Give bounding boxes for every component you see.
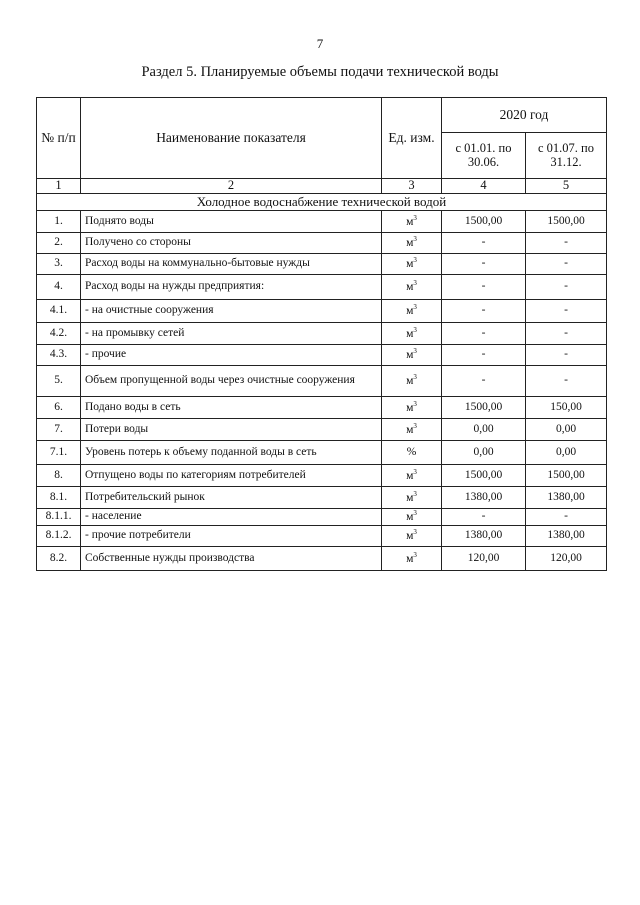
- table-row: [37, 232, 607, 253]
- row-value-period-1: 1500,00: [442, 464, 526, 486]
- row-value-period-1: 0,00: [442, 418, 526, 440]
- unit-base: м: [406, 304, 414, 317]
- unit-base: м: [406, 280, 414, 293]
- table-body: [37, 210, 607, 570]
- unit-superscript: 3: [413, 421, 417, 430]
- row-value-period-1: 1500,00: [442, 210, 526, 232]
- unit-base: м: [406, 348, 414, 361]
- row-value-period-1: -: [442, 274, 526, 299]
- row-name: Объем пропущенной воды через очистные сооружения: [81, 365, 382, 396]
- row-value-period-1: 1380,00: [442, 525, 526, 546]
- row-value-period-1: -: [442, 299, 526, 322]
- row-name: Расход воды на коммунально-бытовые нужды: [81, 253, 382, 274]
- row-unit: [382, 508, 442, 525]
- row-unit: [382, 486, 442, 508]
- row-number: 8.: [37, 464, 81, 486]
- row-name: Подано воды в сеть: [81, 396, 382, 418]
- section-title: Раздел 5. Планируемые объемы подачи технической воды: [141, 64, 499, 80]
- row-number: 8.1.: [37, 486, 81, 508]
- unit-superscript: 3: [413, 279, 417, 288]
- row-number: 4.2.: [37, 322, 81, 344]
- row-unit: [382, 525, 442, 546]
- row-name: Поднято воды: [81, 210, 382, 232]
- row-unit: [382, 546, 442, 570]
- row-number: 8.2.: [37, 546, 81, 570]
- unit-base: %: [406, 445, 417, 458]
- row-name: Уровень потерь к объему поданной воды в сеть: [81, 440, 382, 464]
- row-value-period-2: 150,00: [526, 396, 607, 418]
- unit-superscript: 3: [413, 399, 417, 408]
- row-value-period-2: -: [526, 253, 607, 274]
- row-unit: [382, 344, 442, 365]
- row-name: Потребительский рынок: [81, 486, 382, 508]
- unit-base: м: [406, 401, 414, 414]
- unit-base: м: [406, 236, 414, 249]
- row-value-period-1: 120,00: [442, 546, 526, 570]
- row-value-period-2: 1380,00: [526, 525, 607, 546]
- row-number: 5.: [37, 365, 81, 396]
- unit-superscript: 3: [413, 325, 417, 334]
- row-number: 1.: [37, 210, 81, 232]
- table-row: [37, 322, 607, 344]
- row-value-period-1: -: [442, 232, 526, 253]
- section-heading: Холодное водоснабжение технической водой: [37, 193, 607, 210]
- row-unit: [382, 440, 442, 464]
- unit-base: м: [406, 327, 414, 340]
- unit-superscript: 3: [413, 303, 417, 312]
- unit-superscript: 3: [413, 528, 417, 537]
- row-value-period-1: -: [442, 322, 526, 344]
- unit-superscript: 3: [413, 550, 417, 559]
- table-row: [37, 486, 607, 508]
- row-number: 7.1.: [37, 440, 81, 464]
- unit-superscript: 3: [413, 347, 417, 356]
- unit-base: м: [406, 215, 414, 228]
- table-row: [37, 274, 607, 299]
- row-value-period-1: -: [442, 508, 526, 525]
- table-row: [37, 253, 607, 274]
- header-unit: Ед. изм.: [382, 98, 442, 179]
- table-row: [37, 418, 607, 440]
- column-number: 1: [37, 179, 81, 194]
- row-name: Расход воды на нужды предприятия:: [81, 274, 382, 299]
- row-value-period-2: -: [526, 365, 607, 396]
- unit-base: м: [406, 529, 414, 542]
- header-period-2: с 01.07. по 31.12.: [526, 133, 607, 179]
- unit-base: м: [406, 374, 414, 387]
- row-value-period-2: -: [526, 274, 607, 299]
- row-value-period-1: 0,00: [442, 440, 526, 464]
- row-name: - на промывку сетей: [81, 322, 382, 344]
- row-number: 4.: [37, 274, 81, 299]
- table-row: [37, 508, 607, 525]
- unit-superscript: 3: [413, 213, 417, 222]
- row-value-period-1: -: [442, 253, 526, 274]
- row-value-period-2: -: [526, 322, 607, 344]
- table-row: [37, 299, 607, 322]
- row-name: - прочие: [81, 344, 382, 365]
- header-name: Наименование показателя: [81, 98, 382, 179]
- row-name: Отпущено воды по категориям потребителей: [81, 464, 382, 486]
- unit-superscript: 3: [413, 373, 417, 382]
- row-number: 8.1.1.: [37, 508, 81, 525]
- unit-base: м: [406, 423, 414, 436]
- row-value-period-1: -: [442, 365, 526, 396]
- row-number: 4.3.: [37, 344, 81, 365]
- row-unit: [382, 274, 442, 299]
- row-name: Получено со стороны: [81, 232, 382, 253]
- unit-superscript: 3: [413, 467, 417, 476]
- row-unit: [382, 396, 442, 418]
- row-value-period-2: 1380,00: [526, 486, 607, 508]
- page-number: 7: [316, 36, 324, 51]
- row-value-period-2: -: [526, 344, 607, 365]
- row-number: 7.: [37, 418, 81, 440]
- table-row: [37, 210, 607, 232]
- unit-superscript: 3: [413, 509, 417, 518]
- row-name: - на очистные сооружения: [81, 299, 382, 322]
- unit-superscript: 3: [413, 489, 417, 498]
- header-year: 2020 год: [442, 98, 607, 133]
- column-number: 4: [442, 179, 526, 194]
- row-value-period-2: 120,00: [526, 546, 607, 570]
- unit-base: м: [406, 469, 414, 482]
- row-value-period-2: -: [526, 299, 607, 322]
- row-number: 4.1.: [37, 299, 81, 322]
- table-row: [37, 396, 607, 418]
- table-row: [37, 365, 607, 396]
- row-unit: [382, 418, 442, 440]
- column-number: 5: [526, 179, 607, 194]
- row-name: - население: [81, 508, 382, 525]
- row-unit: [382, 232, 442, 253]
- unit-base: м: [406, 552, 414, 565]
- row-unit: [382, 253, 442, 274]
- row-unit: [382, 322, 442, 344]
- row-unit: [382, 365, 442, 396]
- table-row: [37, 525, 607, 546]
- row-unit: [382, 210, 442, 232]
- table-row: [37, 344, 607, 365]
- row-value-period-2: 1500,00: [526, 210, 607, 232]
- row-number: 3.: [37, 253, 81, 274]
- row-value-period-2: 0,00: [526, 418, 607, 440]
- header-num: № п/п: [37, 98, 81, 179]
- row-value-period-1: -: [442, 344, 526, 365]
- column-number: 3: [382, 179, 442, 194]
- row-value-period-2: 1500,00: [526, 464, 607, 486]
- unit-base: м: [406, 257, 414, 270]
- row-value-period-1: 1500,00: [442, 396, 526, 418]
- row-value-period-2: -: [526, 508, 607, 525]
- unit-superscript: 3: [413, 235, 417, 244]
- unit-superscript: 3: [413, 256, 417, 265]
- water-volume-table: [36, 97, 607, 571]
- row-name: - прочие потребители: [81, 525, 382, 546]
- unit-base: м: [406, 491, 414, 504]
- row-name: Потери воды: [81, 418, 382, 440]
- table-row: [37, 464, 607, 486]
- row-value-period-2: 0,00: [526, 440, 607, 464]
- header-period-1: с 01.01. по 30.06.: [442, 133, 526, 179]
- table-row: [37, 440, 607, 464]
- row-value-period-1: 1380,00: [442, 486, 526, 508]
- row-number: 2.: [37, 232, 81, 253]
- row-unit: [382, 464, 442, 486]
- row-unit: [382, 299, 442, 322]
- unit-base: м: [406, 510, 414, 523]
- column-number: 2: [81, 179, 382, 194]
- row-value-period-2: -: [526, 232, 607, 253]
- row-number: 6.: [37, 396, 81, 418]
- table-row: [37, 546, 607, 570]
- row-name: Собственные нужды производства: [81, 546, 382, 570]
- row-number: 8.1.2.: [37, 525, 81, 546]
